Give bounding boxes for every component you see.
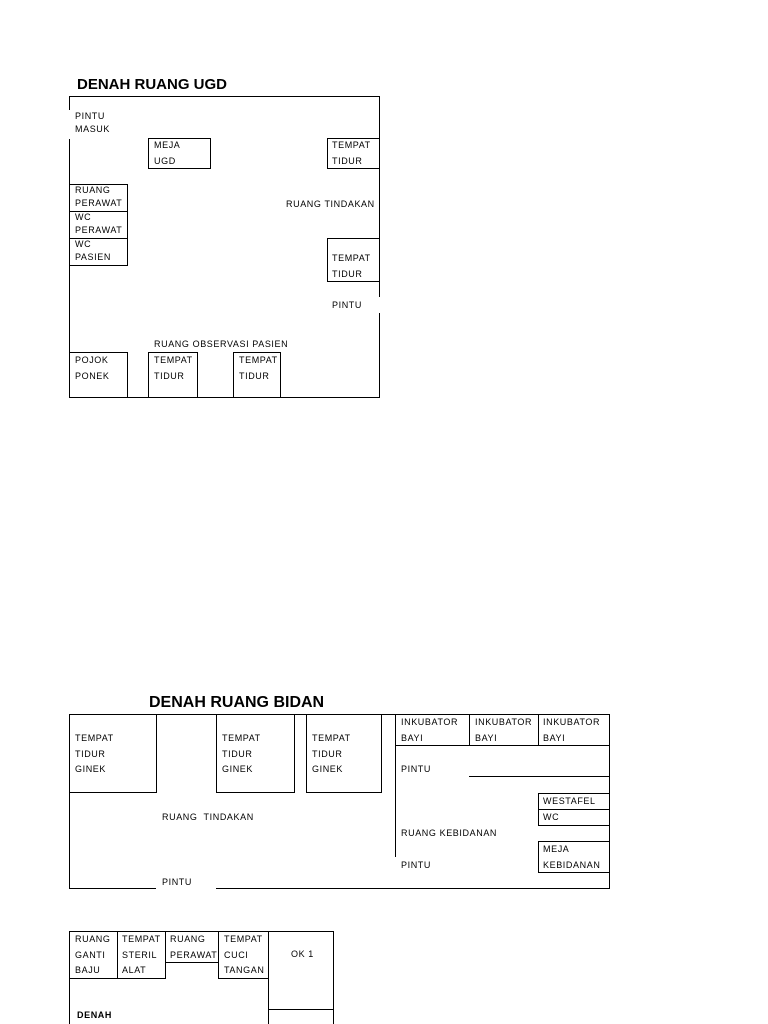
bidan-inkubator-bayi-1-label: INKUBATOR BAYI	[401, 717, 459, 743]
ugd-wc-perawat-label: WC PERAWAT	[75, 212, 123, 235]
bidan-tempat-tidur-ginek-2-label: TEMPAT TIDUR GINEK	[222, 733, 261, 774]
ugd-ruang-observasi-label: RUANG OBSERVASI PASIEN	[154, 339, 289, 349]
bidan-pintu-top-label: PINTU	[401, 764, 431, 774]
bidan-tempat-tidur-ginek-1-label: TEMPAT TIDUR GINEK	[75, 733, 114, 774]
ok-tempat-steril-alat-label: TEMPAT STERIL ALAT	[122, 934, 161, 975]
bidan-pintu-bottom-label: PINTU	[162, 877, 192, 887]
bidan-wc-label: WC	[543, 812, 560, 822]
bidan-inkubator-bayi-3-label: INKUBATOR BAYI	[543, 717, 601, 743]
bidan-pintu-top-line	[469, 776, 610, 777]
ugd-meja-ugd-label: MEJA UGD	[154, 140, 181, 166]
ok-room-bottom	[268, 1009, 334, 1010]
ok-wall-right	[333, 931, 334, 1024]
bidan-title: DENAH RUANG BIDAN	[149, 694, 325, 711]
ugd-ruang-tindakan-label: RUANG TINDAKAN	[286, 199, 375, 209]
ugd-tempat-tidur-right-1-label: TEMPAT TIDUR	[332, 140, 371, 166]
bidan-wall-bottom-right	[216, 888, 610, 889]
bidan-ruang-tindakan-label: RUANG TINDAKAN	[162, 812, 254, 822]
ugd-tempat-tidur-right-2-label: TEMPAT TIDUR	[332, 253, 371, 279]
bidan-meja-kebidanan-label: MEJA KEBIDANAN	[543, 844, 601, 870]
ok-ruang-ganti-baju-label: RUANG GANTI BAJU	[75, 934, 111, 975]
ugd-pintu-label: PINTU	[332, 300, 362, 310]
ugd-title: DENAH RUANG UGD	[77, 76, 227, 93]
bidan-inkubator-bayi-2-label: INKUBATOR BAYI	[475, 717, 533, 743]
ugd-tempat-tidur-bottom-1-label: TEMPAT TIDUR	[154, 355, 193, 381]
bidan-wall-bottom-left	[69, 888, 156, 889]
ugd-pojok-ponek-label: POJOK PONEK	[75, 355, 110, 381]
ok-room-divider	[268, 931, 269, 1024]
ugd-tempat-tidur-bottom-2-label: TEMPAT TIDUR	[239, 355, 278, 381]
ugd-wall-right-lower	[379, 313, 380, 398]
ugd-pintu-masuk-label: PINTU MASUK	[75, 111, 111, 134]
bidan-pintu-kebidanan-label: PINTU	[401, 860, 431, 870]
ugd-wall-top	[69, 96, 380, 97]
ok-ruang-perawat-label: RUANG PERAWAT	[170, 934, 218, 960]
ugd-wc-pasien-label: WC PASIEN	[75, 239, 111, 262]
ugd-ruang-perawat-label: RUANG PERAWAT	[75, 185, 123, 208]
ok-denah-label: DENAH	[77, 1010, 113, 1020]
bidan-ruang-kebidanan-label: RUANG KEBIDANAN	[401, 828, 498, 838]
bidan-tempat-tidur-ginek-3-label: TEMPAT TIDUR GINEK	[312, 733, 351, 774]
ugd-wall-left-upper	[69, 96, 70, 110]
bidan-westafel-label: WESTAFEL	[543, 796, 596, 806]
ok-tempat-cuci-tangan-label: TEMPAT CUCI TANGAN	[224, 934, 265, 975]
ok-ok1-label: OK 1	[291, 949, 314, 959]
